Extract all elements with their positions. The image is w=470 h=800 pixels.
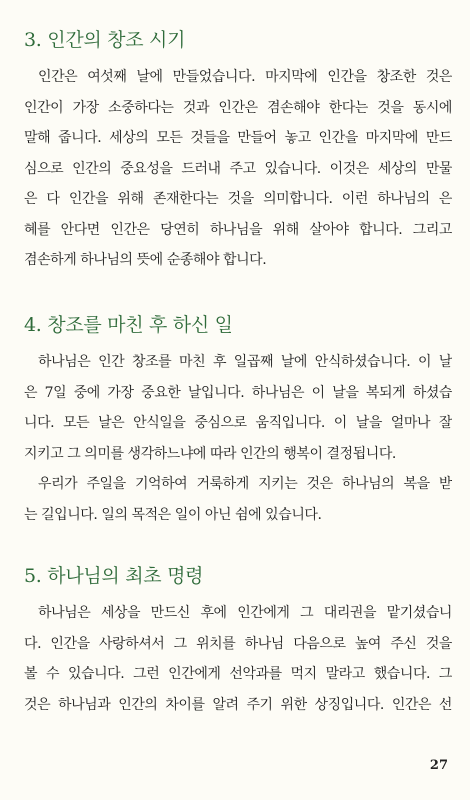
section-body xyxy=(24,598,452,720)
section-heading: 5. 하나님의 최초 명령 xyxy=(24,565,204,587)
section-body xyxy=(24,347,452,530)
book-page xyxy=(24,0,452,800)
section-after-creation xyxy=(24,313,452,530)
section-body xyxy=(24,62,452,276)
paragraph-line: 것은 하나님과 인간의 차이를 알려 주기 위한 상징입니다. 인간은 선 xyxy=(24,696,452,713)
paragraph-line: 다. 인간을 사랑하셔서 그 위치를 하나님 다음으로 높여 주신 것을 xyxy=(24,635,452,652)
paragraph-line: 말해 줍니다. 세상의 모든 것들을 만들어 놓고 인간을 마지막에 만드 xyxy=(24,130,452,146)
paragraph-line: 지키고 그 의미를 생각하느냐에 따라 인간의 행복이 결정됩니다. xyxy=(24,445,396,462)
paragraph-line: 은 다 인간을 위해 존재한다는 것을 의미합니다. 이런 하나님의 은 xyxy=(24,191,452,207)
section-heading: 3. 인간의 창조 시기 xyxy=(24,29,186,51)
section-first-command xyxy=(24,564,452,720)
paragraph-line: 심으로 인간의 중요성을 드러내 주고 있습니다. 이것은 세상의 만물 xyxy=(24,160,452,177)
paragraph-line: 혜를 안다면 인간은 당연히 하나님을 위해 살아야 합니다. 그리고 xyxy=(24,221,452,238)
paragraph-line: 하나님은 인간 창조를 마친 후 일곱째 날에 안식하셨습니다. 이 날 xyxy=(38,354,452,370)
paragraph-line: 는 길입니다. 일의 목적은 일이 아닌 쉼에 있습니다. xyxy=(24,506,322,523)
paragraph-line: 겸손하게 하나님의 뜻에 순종해야 합니다. xyxy=(24,252,267,268)
section-creation-timing xyxy=(24,28,452,276)
paragraph-line: 볼 수 있습니다. 그런 인간에게 선악과를 먹지 말라고 했습니다. 그 xyxy=(24,666,452,682)
section-heading: 4. 창조를 마친 후 하신 일 xyxy=(24,314,233,336)
page-number: 27 xyxy=(429,758,448,773)
paragraph-line: 하나님은 세상을 만드신 후에 인간에게 그 대리권을 맡기셨습니 xyxy=(38,605,452,621)
paragraph-line: 은 7일 중에 가장 중요한 날입니다. 하나님은 이 날을 복되게 하셨습 xyxy=(24,384,452,401)
paragraph-line: 인간은 여섯째 날에 만들었습니다. 마지막에 인간을 창조한 것은 xyxy=(38,69,452,85)
paragraph-line: 인간이 가장 소중하다는 것과 인간은 겸손해야 한다는 것을 동시에 xyxy=(24,99,452,116)
paragraph-line: 니다. 모든 날은 안식일을 중심으로 움직입니다. 이 날을 얼마나 잘 xyxy=(24,415,452,431)
paragraph-line: 우리가 주일을 기억하여 거룩하게 지키는 것은 하나님의 복을 받 xyxy=(38,476,452,492)
